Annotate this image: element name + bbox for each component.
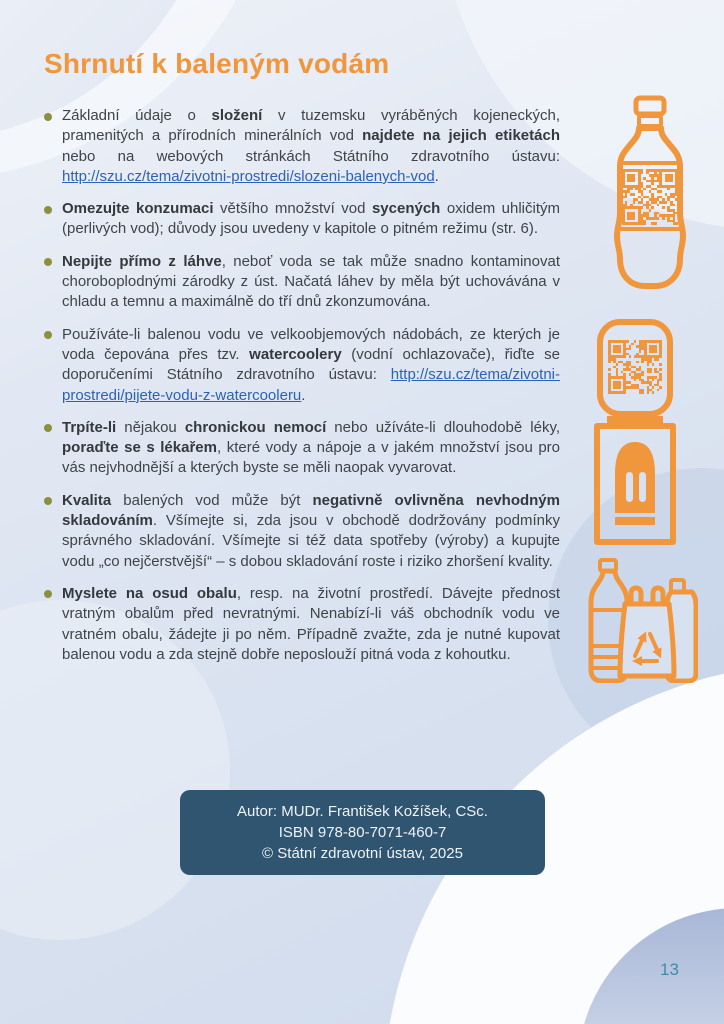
bullet-item — [44, 106, 560, 187]
qr-code-watercooler — [608, 340, 662, 394]
bullet-item — [44, 252, 560, 313]
text-segment: většího množství vod — [213, 200, 372, 218]
colophon-author: Autor: MUDr. František Kožíšek, CSc. — [237, 803, 488, 820]
text-segment: . Všímejte si, zda jsou v obchodě dodržovány podmínky správného skladování. Všímejte si též data spotřeby (výroby) a kupujte vodu „co nejčerstvější“ – s dobou skladování roste i riziko zhoršení kvality. — [62, 512, 560, 570]
bullet-item — [44, 418, 560, 479]
watercooler-qr-icon — [590, 318, 680, 550]
bullet-list — [44, 106, 560, 677]
text-segment: chronickou nemocí — [184, 418, 327, 436]
text-segment: , resp. na životní prostředí. Dávejte přednost vratným obalům před nevratnými. Nenabízí-li váš obchodník vodu ve vratném obalu, žádejte ji po něm. Případně zvažte, zda je nutné kupovat balenou vodu a zda stejně dobře neposlouží pitná voda z kohoutku. — [62, 584, 560, 663]
text-segment: Omezujte konzumaci — [62, 200, 214, 218]
text-segment: najdete na jejich etiketách — [362, 127, 560, 145]
text-segment: nebo užíváte-li dlouhodobě léky, — [326, 418, 560, 436]
text-segment: , které vody a nápoje a v jakém množství jsou pro vás nejvhodnější a kterých byste se měli naopak vyvarovat. — [62, 439, 561, 477]
bullet-item — [44, 325, 560, 406]
text-segment: poraďte se s lékařem — [62, 439, 217, 457]
text-segment: negativně ovlivněna nevhodným skladováním — [62, 491, 560, 530]
text-segment: sycených — [371, 200, 441, 218]
bullet-item — [44, 584, 560, 665]
text-segment: Základní údaje o — [62, 107, 212, 124]
colophon-isbn: ISBN 978-80-7071-460-7 — [278, 824, 447, 841]
recycling-outline — [583, 558, 698, 683]
text-segment: Trpíte-li — [62, 418, 117, 436]
text-segment: (vodní ochlazovače), řiďte se doporučeními Státního zdravotního ústavu: — [62, 345, 561, 384]
bullet-item — [44, 491, 560, 572]
colophon-copyright: © Státní zdravotní ústav, 2025 — [262, 845, 463, 862]
text-segment: Používáte-li balenou vodu ve velkoobjemových nádobách, ze kterých je voda čepována přes tzv. — [62, 325, 560, 363]
text-segment: balených vod může být — [111, 491, 313, 509]
text-segment: . — [434, 167, 439, 185]
page-title: Shrnutí k baleným vodám — [44, 48, 390, 79]
text-segment: nebo na webových stránkách Státního zdravotního ústavu: — [62, 147, 560, 165]
text-segment: watercoolery — [249, 345, 342, 363]
bullet-item — [44, 199, 560, 240]
recycling-plastics-icon — [583, 558, 698, 683]
text-segment: Myslete na osud obalu — [62, 584, 237, 602]
bottle-qr-icon — [605, 95, 695, 295]
text-segment: , neboť voda se tak může snadno kontaminovat choroboplodnými zárodky z úst. Načatá láhev by měla být uchovávána v chladu a temnu a maximálně do tří dnů zkonzumována. — [62, 252, 560, 311]
qr-code-bottle — [622, 169, 678, 225]
text-segment: Nepijte přímo z láhve — [62, 252, 222, 270]
inline-link[interactable]: http://szu.cz/tema/zivotni-prostredi/slozeni-balenych-vod — [62, 167, 435, 185]
page-number: 13 — [660, 960, 679, 979]
text-segment: . — [301, 386, 306, 404]
text-segment: Kvalita — [62, 491, 112, 509]
colophon-box — [180, 790, 545, 875]
text-segment: v tuzemsku vyráběných kojeneckých, pramenitých a přírodních minerálních vod — [62, 107, 560, 145]
text-segment: nějakou — [116, 418, 185, 436]
text-segment: složení — [211, 107, 263, 124]
inline-link[interactable]: http://szu.cz/tema/zivotni-prostredi/pijete-vodu-z-watercooleru — [62, 366, 560, 404]
text-segment: oxidem uhličitým (perlivých vod); důvody jsou uvedeny v kapitole o pitném režimu (str. 6). — [62, 200, 561, 238]
